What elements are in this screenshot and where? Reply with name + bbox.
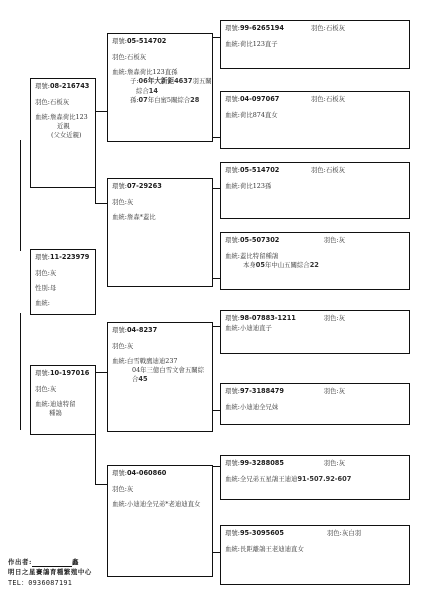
sire-sire-card: 環號:05-514702 羽色:石板灰 血統:詹森荷比123直孫 子:06年大新鉅4637羽五關 綜合14 孫:07年白蜜5關綜合28 bbox=[107, 33, 213, 142]
sire-card: 環號:08-216743 羽色:石板灰 血統:詹森荷比123 近親 (父女近親) bbox=[30, 78, 96, 188]
telephone: TEL：0936087191 bbox=[8, 578, 73, 587]
g4-card: 環號:05-507302 羽色:灰 血統:蓋比特留種鴿 本身05年中山五關綜合22 bbox=[220, 232, 410, 290]
connector-line bbox=[95, 111, 107, 112]
g3-ring-number: 05-514702 bbox=[239, 166, 280, 174]
dam-sire-card: 環號:04-8237 羽色:灰 血統:白雪戰鷹迪迪237 04年三億白雪文會五關綜 合45 bbox=[107, 322, 213, 432]
g5-lineage: 血統:小迪迪直子 bbox=[225, 323, 272, 332]
self-ring-number: 11-223979 bbox=[49, 253, 90, 261]
dam-card: 環號:10-197016 羽色:灰 血統:迪迪特留 種鴿 bbox=[30, 365, 96, 435]
sd-lineage: 血統:詹森*蓋比 bbox=[112, 212, 156, 221]
connector-line bbox=[212, 278, 220, 279]
connector-line bbox=[20, 140, 21, 251]
g2-card: 環號:04-097067 羽色:石板灰 血統:荷比874直女 bbox=[220, 91, 410, 149]
sire-dam-card: 環號:07-29263 羽色:灰 血統:詹森*蓋比 bbox=[107, 178, 213, 287]
g1-color: 羽色:石板灰 bbox=[310, 24, 345, 32]
sire-ring-number: 08-216743 bbox=[49, 82, 90, 90]
g3-card: 環號:05-514702 羽色:石板灰 血統:荷比123孫 bbox=[220, 162, 410, 219]
connector-line bbox=[95, 203, 107, 204]
g5-card: 環號:98-07883-1211 羽色:灰 血統:小迪迪直子 bbox=[220, 310, 410, 354]
g6-lineage: 血統:小迪迪全兄妹 bbox=[225, 402, 279, 411]
g4-color: 羽色:灰 bbox=[323, 236, 345, 244]
g1-lineage: 血統:荷比123直子 bbox=[225, 39, 278, 48]
dd-ring-number: 04-060860 bbox=[126, 469, 167, 477]
g6-ring-number: 97-3188479 bbox=[239, 387, 284, 395]
connector-line bbox=[212, 137, 220, 138]
sd-color: 羽色:灰 bbox=[112, 197, 134, 206]
g7-ring-number: 99-3288085 bbox=[239, 459, 284, 467]
dd-color: 羽色:灰 bbox=[112, 484, 134, 493]
g2-lineage: 血統:荷比874直女 bbox=[225, 110, 278, 119]
connector-line bbox=[212, 410, 220, 411]
ss-color: 羽色:石板灰 bbox=[112, 52, 147, 61]
g3-color: 羽色:石板灰 bbox=[310, 166, 345, 174]
author-line: 作出者: 鑫 bbox=[8, 558, 79, 566]
g8-lineage: 血統:長距離鴿王老迪迪直女 bbox=[225, 544, 304, 553]
signature-line bbox=[32, 559, 72, 567]
g5-color: 羽色:灰 bbox=[323, 314, 345, 322]
ds-color: 羽色:灰 bbox=[112, 341, 134, 350]
dam-lineage: 血統:迪迪特留 bbox=[35, 399, 76, 408]
g1-ring-number: 99-6265194 bbox=[239, 24, 284, 32]
connector-line bbox=[20, 313, 21, 430]
ds-ring-number: 04-8237 bbox=[126, 326, 158, 334]
dam-color: 羽色:灰 bbox=[35, 384, 57, 393]
ss-lineage: 詹森荷比123直孫 bbox=[126, 67, 178, 76]
sd-ring-number: 07-29263 bbox=[126, 182, 162, 190]
g4-ring-number: 05-507302 bbox=[239, 236, 280, 244]
ds-lineage: 血統:白雪戰鷹迪迪237 bbox=[112, 356, 178, 365]
g3-lineage: 血統:荷比123孫 bbox=[225, 181, 272, 190]
g8-ring-number: 95-3095605 bbox=[239, 529, 284, 537]
connector-line bbox=[95, 484, 107, 485]
ss-ring-number: 05-514702 bbox=[126, 37, 167, 45]
self-card: 環號:11-223979 羽色:灰 性別:母 血統: bbox=[30, 249, 96, 315]
connector-line bbox=[212, 37, 220, 38]
g5-ring-number: 98-07883-1211 bbox=[239, 314, 296, 322]
g6-color: 羽色:灰 bbox=[323, 387, 345, 395]
g2-ring-number: 04-097067 bbox=[239, 95, 280, 103]
self-color: 羽色:灰 bbox=[35, 268, 57, 277]
sire-lineage: 詹森荷比123 bbox=[49, 112, 88, 121]
self-lineage: 血統: bbox=[35, 299, 50, 308]
g4-lineage: 血統:蓋比特留種鴿 bbox=[225, 251, 279, 260]
connector-line bbox=[212, 552, 220, 553]
footer bbox=[8, 557, 92, 588]
g7-card: 環號:99-3288085 羽色:灰 血統:全兄弟五星鴿王迪迪91-507.92-607 bbox=[220, 455, 410, 500]
dam-ring-number: 10-197016 bbox=[49, 369, 90, 377]
g1-card: 環號:99-6265194 羽色:石板灰 血統:荷比123直子 bbox=[220, 20, 410, 69]
g8-color: 羽色:灰白羽 bbox=[326, 529, 361, 537]
g7-color: 羽色:灰 bbox=[323, 459, 345, 467]
dam-dam-card: 環號:04-060860 羽色:灰 血統:小迪迪全兄弟*老迪迪直女 bbox=[107, 465, 213, 577]
g6-card: 環號:97-3188479 羽色:灰 血統:小迪迪全兄妹 bbox=[220, 383, 410, 425]
sire-color: 羽色:石板灰 bbox=[35, 97, 70, 106]
g7-lineage: 血統:全兄弟五星鴿王迪迪91-507.92-607 bbox=[225, 474, 352, 483]
dd-lineage: 血統:小迪迪全兄弟*老迪迪直女 bbox=[112, 499, 201, 508]
connector-line bbox=[95, 372, 107, 373]
self-sex: 性別:母 bbox=[35, 283, 57, 292]
connector-line bbox=[212, 188, 220, 189]
breeding-center-name: 明日之星賽鴿育種繁殖中心 bbox=[8, 568, 92, 577]
connector-line bbox=[212, 326, 220, 327]
g2-color: 羽色:石板灰 bbox=[310, 95, 345, 103]
connector-line bbox=[212, 466, 220, 467]
g8-card: 環號:95-3095605 羽色:灰白羽 血統:長距離鴿王老迪迪直女 bbox=[220, 525, 410, 585]
